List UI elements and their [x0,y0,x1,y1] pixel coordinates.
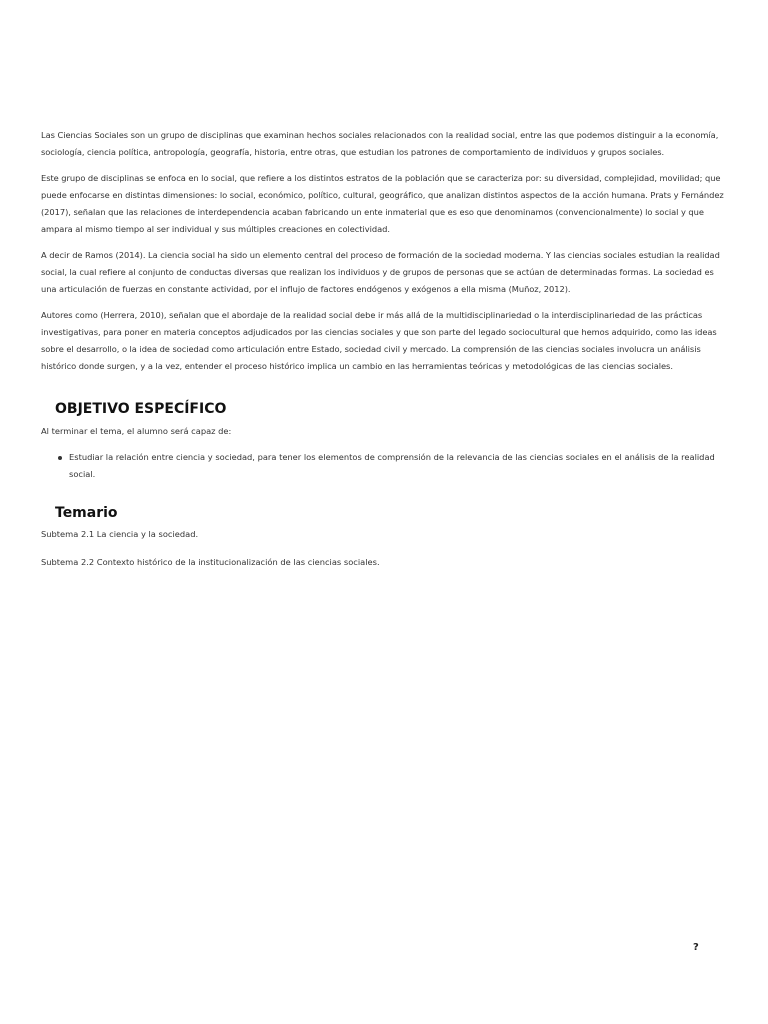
page-marker: ? [693,942,699,953]
paragraph-disciplinas: Este grupo de disciplinas se enfoca en lo social, que refiere a los distintos estratos de la población que se caracteriza por: su diversidad, complejidad, movilidad; que puede enfocarse en distintas dimensiones: lo social, económico, político, cultural, geográfico, que analizan distintos aspectos de la acción humana. Prats y Fernández (2017), señalan que las relaciones de interdependencia acaban fabricando un ente inmaterial que es eso que denominamos (convencionalmente) lo social y que ampara al mismo tiempo al ser individual y sus múltiples creaciones en colectividad. [41,173,724,234]
list-item: Estudiar la relación entre ciencia y sociedad, para tener los elementos de comprensión de la relevancia de las ciencias sociales en el análisis de la realidad social. [69,449,729,483]
objetivo-list [41,449,729,483]
document-body [41,127,729,582]
paragraph-ramos: A decir de Ramos (2014). La ciencia social ha sido un elemento central del proceso de formación de la sociedad moderna. Y las ciencias sociales estudian la realidad social, la cual refiere al conjunto de conductas diversas que realizan los individuos y de grupos de personas que se actúan de determinadas formas. La sociedad es una articulación de fuerzas en constante actividad, por el influjo de factores endógenos y exógenos a ella misma (Muñoz, 2012). [41,250,720,294]
subtema-item: Subtema 2.2 Contexto histórico de la institucionalización de las ciencias sociales. [41,557,380,567]
subtema-item: Subtema 2.1 La ciencia y la sociedad. [41,529,199,539]
paragraph-intro: Las Ciencias Sociales son un grupo de disciplinas que examinan hechos sociales relacionados con la realidad social, entre las que podemos distinguir a la economía, sociología, ciencia política, antropología, geografía, historia, entre otras, que estudian los patrones de comportamiento de individuos y grupos sociales. [41,130,719,157]
paragraph-autores: Autores como (Herrera, 2010), señalan que el abordaje de la realidad social debe ir más allá de la multidisciplinariedad o la interdisciplinariedad de las prácticas investigativas, para poner en materia conceptos adjudicados por las ciencias sociales y que son parte del legado sociocultural que hemos adquirido, como las ideas sobre el desarrollo, o la idea de sociedad como articulación entre Estado, sociedad civil y mercado. La comprensión de las ciencias sociales involucra un análisis histórico donde surgen, y a la vez, entender el proceso histórico implica un cambio en las herramientas teóricas y metodológicas de las ciencias sociales. [41,310,717,371]
temario-heading: Temario [55,505,118,521]
objetivo-heading: OBJETIVO ESPECÍFICO [55,401,227,417]
objetivo-intro: Al terminar el tema, el alumno será capaz de: [41,426,232,436]
